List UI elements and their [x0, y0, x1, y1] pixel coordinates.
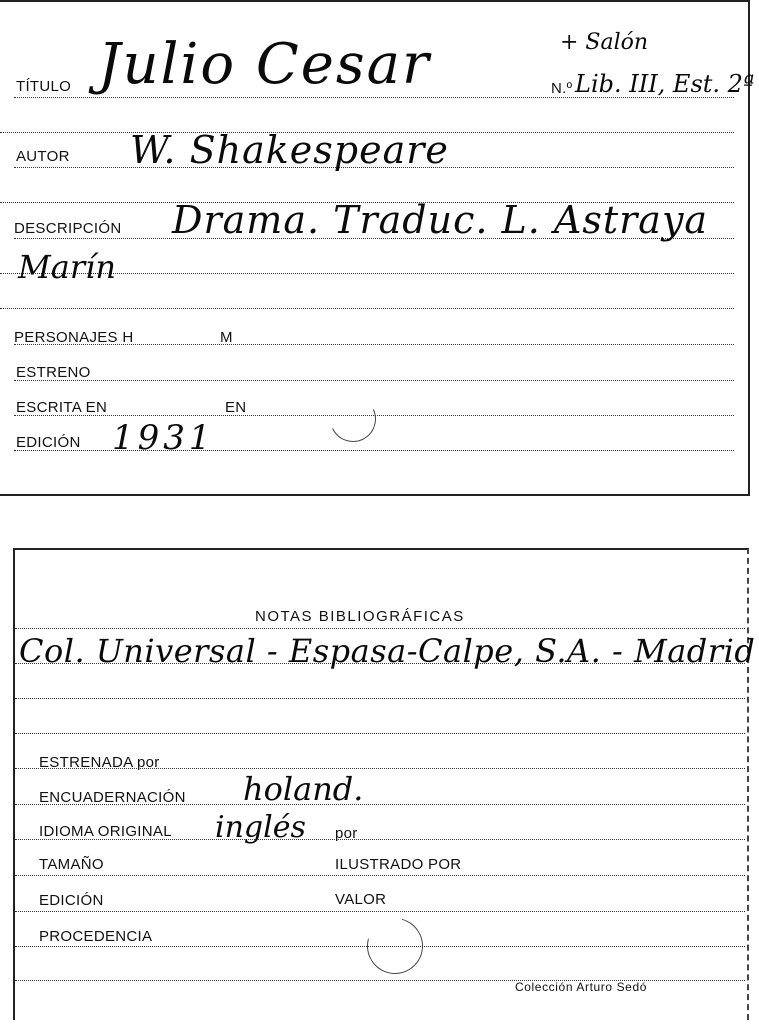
ilustrado-label: ILUSTRADO POR [335, 856, 462, 873]
descripcion-value: Drama. Traduc. L. Astraya [172, 198, 709, 242]
procedencia-label: PROCEDENCIA [39, 928, 153, 945]
collection-label: Colección Arturo Sedó [515, 980, 648, 994]
idioma-label: IDIOMA ORIGINAL [39, 823, 172, 840]
idioma-value: inglés [215, 810, 306, 845]
catalog-card-front [0, 0, 755, 496]
estreno-label: ESTRENO [16, 364, 91, 381]
rule-back-1 [15, 628, 745, 629]
stamp-mark-back [357, 908, 433, 984]
catalog-card-back [13, 548, 756, 1020]
escrita-en-label: ESCRITA EN [16, 399, 108, 416]
descripcion-label: DESCRIPCIÓN [14, 220, 122, 237]
rule-tamano [15, 875, 745, 876]
edicion-value: 1931 [112, 418, 215, 458]
notas-value: Col. Universal - Espasa-Calpe, S.A. - Madrid [19, 632, 756, 670]
rule-back-4 [15, 733, 745, 734]
edicion-label: EDICIÓN [16, 434, 81, 451]
encuadernacion-label: ENCUADERNACIÓN [39, 789, 186, 806]
notas-heading: NOTAS BIBLIOGRÁFICAS [255, 608, 465, 625]
personajes-h-label: PERSONAJES H [14, 329, 134, 346]
descripcion-value-2: Marín [18, 248, 116, 286]
autor-label: AUTOR [16, 148, 70, 165]
tamano-label: TAMAÑO [39, 856, 104, 873]
autor-value: W. Shakespeare [130, 128, 449, 172]
escrita-en-2-label: EN [225, 399, 247, 416]
rule-blank-3 [0, 308, 734, 309]
estrenada-label: ESTRENADA por [39, 754, 160, 771]
numero-label: N.º [551, 80, 573, 97]
shelf-location: Lib. III, Est. 2ª [575, 70, 755, 98]
valor-label: VALOR [335, 891, 387, 908]
personajes-m-label: M [220, 329, 233, 346]
rule-estreno [14, 380, 734, 381]
edicion-back-label: EDICIÓN [39, 892, 104, 909]
shelf-annotation: + Salón [560, 30, 649, 55]
rule-edicion-back [15, 911, 745, 912]
rule-back-3 [15, 698, 745, 699]
titulo-value: Julio Cesar [98, 32, 431, 97]
por-label: por [335, 825, 358, 842]
encuadernacion-value: holand. [243, 770, 364, 808]
stamp-mark-front [324, 390, 383, 449]
titulo-label: TÍTULO [16, 78, 72, 95]
